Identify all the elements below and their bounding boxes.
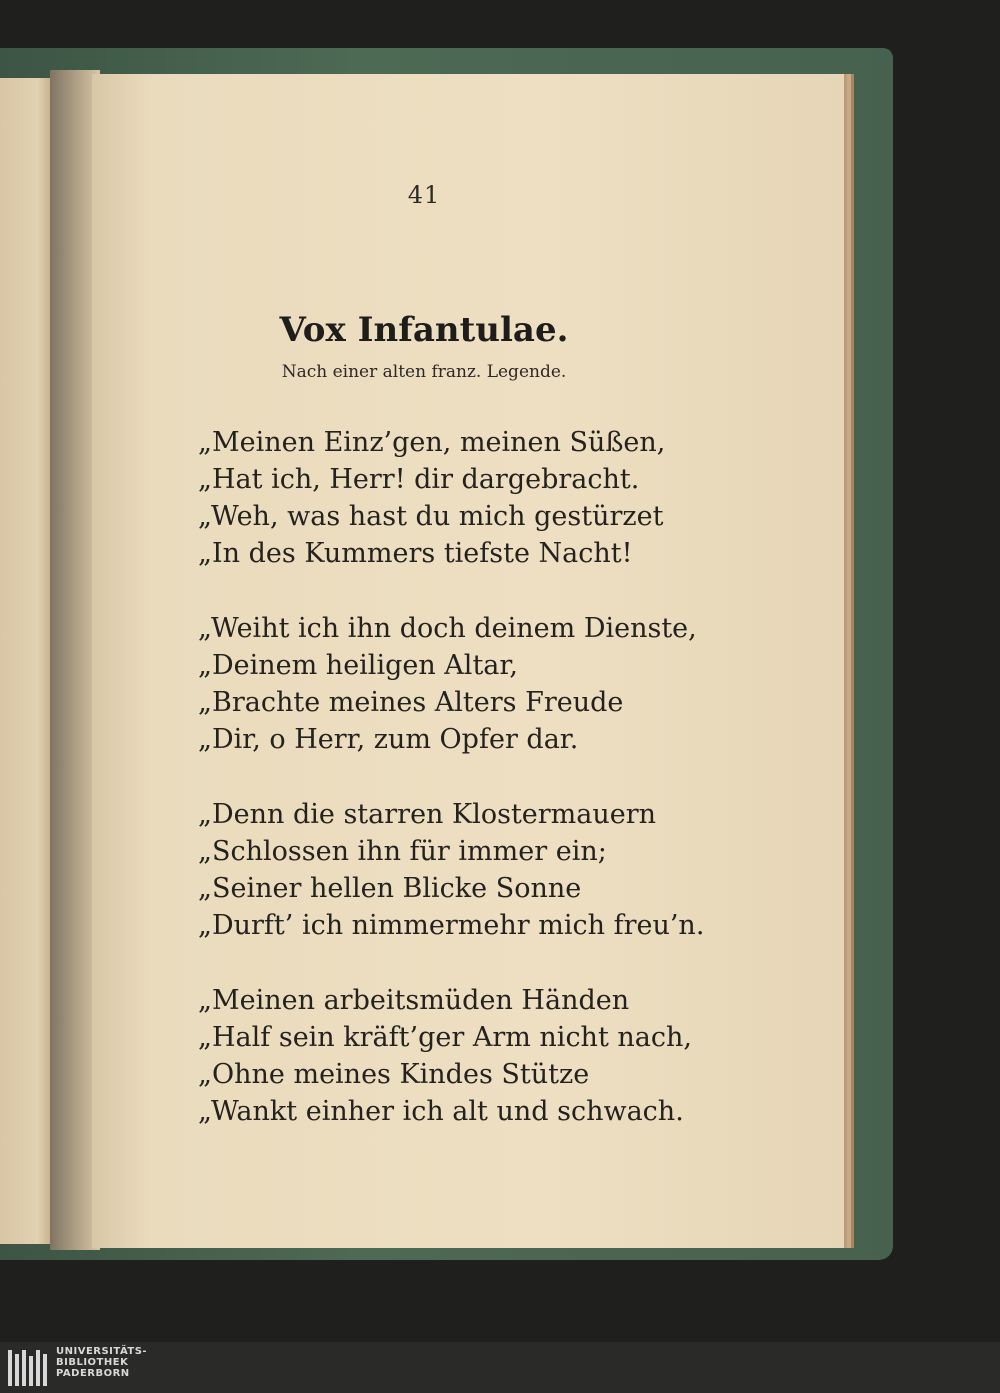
poem-line: „Meinen Einz’gen, meinen Süßen, xyxy=(198,427,666,458)
poem-line: „Durft’ ich nimmermehr mich freu’n. xyxy=(198,910,705,941)
poem-title: Vox Infantulae. xyxy=(279,310,569,350)
poem-subtitle: Nach einer alten franz. Legende. xyxy=(281,362,567,382)
page-number: 41 xyxy=(407,181,441,209)
stanza-2 xyxy=(198,610,697,758)
poem-line: „Dir, o Herr, zum Opfer dar. xyxy=(198,724,579,755)
poem-line: „Meinen arbeitsmüden Händen xyxy=(198,985,630,1016)
poem-line: „Weh, was hast du mich gestürzet xyxy=(198,501,664,532)
poem-line: „In des Kummers tiefste Nacht! xyxy=(198,538,633,569)
library-footer xyxy=(0,1342,1000,1393)
library-name-line: PADERBORN xyxy=(56,1368,130,1379)
poem-line: „Weiht ich ihn doch deinem Dienste, xyxy=(198,613,697,644)
library-name-line: UNIVERSITÄTS- xyxy=(56,1346,148,1357)
left-page-edge xyxy=(0,78,54,1244)
library-logo-icon xyxy=(6,1346,50,1390)
poem-line: „Wankt einher ich alt und schwach. xyxy=(198,1096,684,1127)
stanza-4 xyxy=(198,982,692,1130)
library-name-line: BIBLIOTHEK xyxy=(56,1357,129,1368)
library-name xyxy=(56,1346,147,1379)
poem-body xyxy=(198,424,705,1168)
poem-line: „Brachte meines Alters Freude xyxy=(198,687,624,718)
poem-line: „Schlossen ihn für immer ein; xyxy=(198,836,607,867)
poem-line: „Hat ich, Herr! dir dargebracht. xyxy=(198,464,640,495)
poem-line: „Denn die starren Klostermauern xyxy=(198,799,657,830)
poem-line: „Seiner hellen Blicke Sonne xyxy=(198,873,582,904)
stanza-1 xyxy=(198,424,668,572)
stanza-3 xyxy=(198,796,705,944)
poem-line: „Deinem heiligen Altar, xyxy=(198,650,518,681)
poem-line: „Ohne meines Kindes Stütze xyxy=(198,1059,590,1090)
poem-line: „Half sein kräft’ger Arm nicht nach, xyxy=(198,1022,692,1053)
